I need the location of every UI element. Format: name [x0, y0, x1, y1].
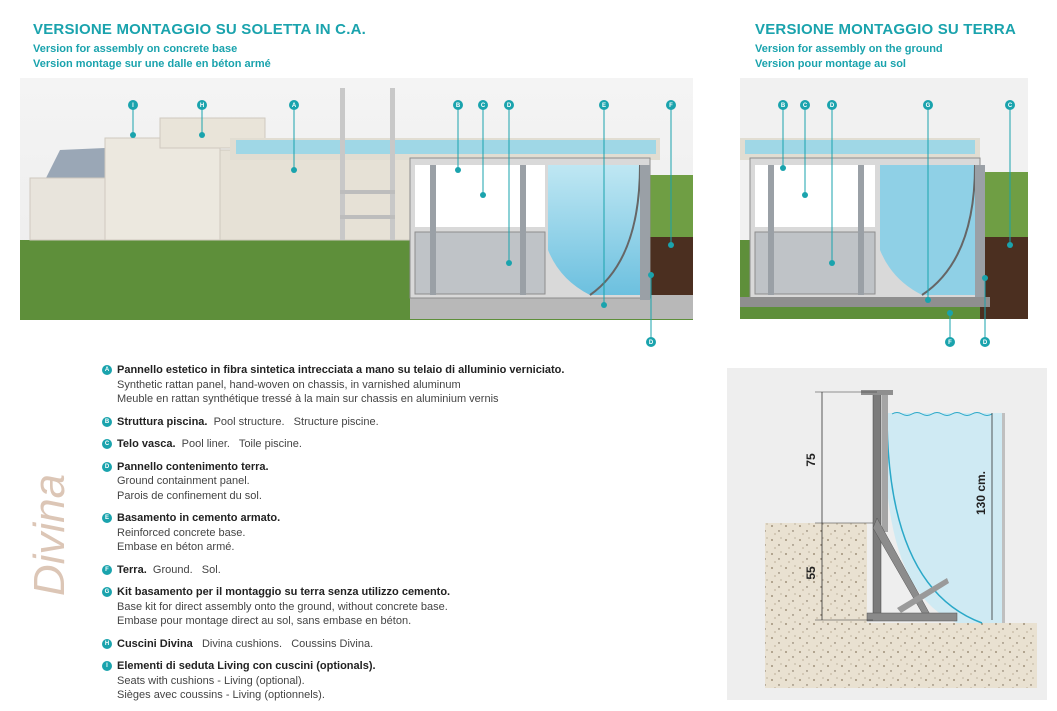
right-ground-kit	[740, 297, 990, 307]
legend-d-en: Ground containment panel.	[117, 475, 250, 487]
legend-i-fr: Sièges avec coussins - Living (optionnels).	[117, 689, 325, 701]
legend-item-b	[102, 415, 702, 430]
legend-badge-g: G	[102, 587, 112, 597]
legend	[102, 363, 702, 711]
legend-e-it: Basamento in cemento armato.	[117, 512, 281, 524]
svg-text:G: G	[925, 103, 931, 109]
legend-badge-d: D	[102, 462, 112, 472]
legend-badge-a: A	[102, 365, 112, 375]
legend-b-inline: Pool structure. Structure piscine.	[213, 415, 379, 428]
svg-text:C: C	[480, 103, 486, 109]
legend-g-it: Kit basamento per il montaggio su terra senza utilizzo cemento.	[117, 586, 451, 598]
svg-text:B: B	[455, 103, 461, 109]
legend-i-it: Elementi di seduta Living con cuscini (optionals).	[117, 660, 376, 672]
dim-55-label: 55	[804, 566, 818, 580]
brand-logo: Divina	[25, 473, 74, 597]
dim-75-label: 75	[804, 453, 818, 467]
svg-text:D: D	[648, 340, 654, 346]
legend-item-c	[102, 437, 702, 452]
right-title: VERSIONE MONTAGGIO SU TERRA	[755, 21, 1016, 38]
legend-item-h	[102, 637, 702, 652]
legend-badge-e: E	[102, 513, 112, 523]
legend-item-f	[102, 563, 702, 578]
legend-c-it: Telo vasca.	[117, 438, 176, 450]
legend-h-it: Cuscini Divina	[117, 637, 193, 650]
legend-e-en: Reinforced concrete base.	[117, 526, 246, 539]
section-drawing	[727, 368, 1047, 700]
svg-text:B: B	[780, 103, 786, 109]
left-seat-living	[105, 138, 220, 240]
svg-text:H: H	[199, 103, 205, 109]
legend-item-d	[102, 460, 702, 504]
legend-a-it: Pannello estetico in fibra sintetica intrecciata a mano su telaio di alluminio verniciato.	[117, 364, 565, 376]
section-wall-post	[873, 392, 881, 618]
legend-item-e	[102, 511, 702, 555]
legend-f-inline: Ground. Sol.	[152, 563, 221, 576]
legend-a-en: Synthetic rattan panel, hand-woven on chassis, in varnished aluminum	[117, 378, 461, 391]
svg-text:C: C	[802, 103, 808, 109]
legend-h-inline: Divina cushions. Coussins Divina.	[201, 637, 374, 650]
legend-badge-c: C	[102, 439, 112, 449]
svg-text:D: D	[829, 103, 835, 109]
legend-badge-f: F	[102, 565, 112, 575]
legend-badge-i: I	[102, 661, 112, 671]
legend-badge-h: H	[102, 639, 112, 649]
legend-g-fr: Embase pour montage direct au sol, sans embase en béton.	[117, 615, 412, 627]
svg-text:E: E	[601, 103, 607, 109]
legend-item-i	[102, 659, 702, 703]
left-subtitle-fr: Version montage sur une dalle en béton armé	[33, 58, 271, 70]
right-subtitle-en: Version for assembly on the ground	[755, 43, 943, 55]
left-title: VERSIONE MONTAGGIO SU SOLETTA IN C.A.	[33, 21, 366, 38]
legend-badge-b: B	[102, 417, 112, 427]
svg-text:D: D	[506, 103, 512, 109]
svg-text:I: I	[132, 103, 134, 109]
dim-130-label: 130 cm.	[974, 470, 988, 516]
legend-i-en: Seats with cushions - Living (optional).	[117, 674, 305, 687]
legend-d-fr: Parois de confinement du sol.	[117, 489, 262, 502]
legend-g-en: Base kit for direct assembly onto the ground, without concrete base.	[117, 600, 448, 613]
legend-item-g	[102, 585, 702, 629]
legend-c-inline: Pool liner. Toile piscine.	[181, 438, 302, 450]
legend-b-it: Struttura piscina.	[117, 415, 208, 428]
left-rattan-panel	[220, 150, 410, 240]
svg-text:A: A	[291, 103, 297, 109]
legend-a-fr: Meuble en rattan synthétique tressé à la main sur chassis en aluminium vernis	[117, 393, 499, 405]
legend-item-a	[102, 363, 702, 407]
legend-e-fr: Embase en béton armé.	[117, 541, 235, 553]
svg-text:D: D	[982, 340, 988, 346]
left-illustration	[0, 0, 700, 360]
brand-sidebar	[0, 360, 90, 705]
left-subtitle-en: Version for assembly on concrete base	[33, 43, 238, 55]
legend-d-it: Pannello contenimento terra.	[117, 460, 269, 473]
legend-f-it: Terra.	[117, 563, 147, 576]
right-illustration	[730, 0, 1057, 360]
svg-text:C: C	[1007, 103, 1013, 109]
svg-text:F: F	[948, 340, 952, 346]
right-subtitle-fr: Version pour montage au sol	[755, 58, 906, 70]
svg-text:F: F	[669, 103, 673, 109]
